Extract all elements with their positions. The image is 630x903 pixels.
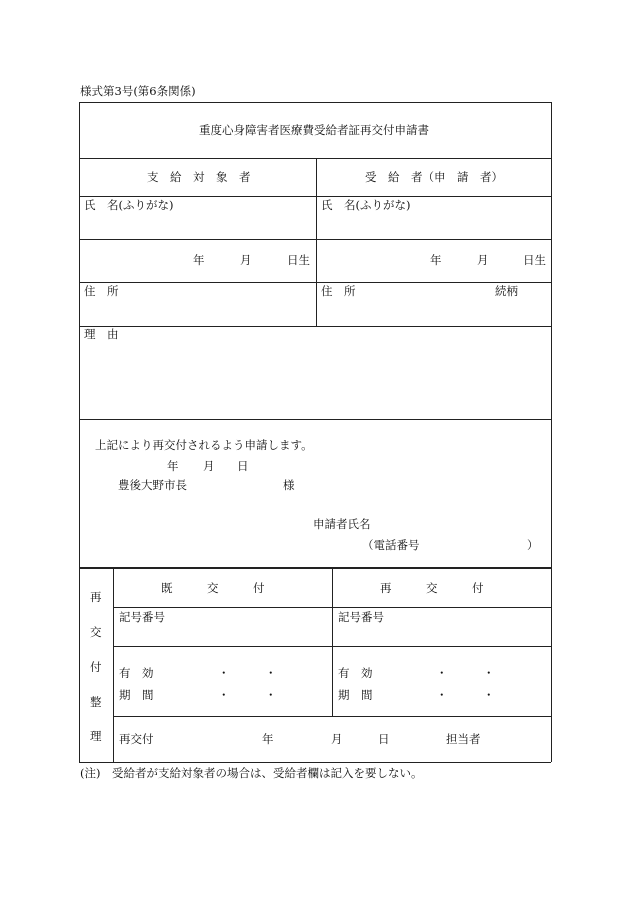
new-period-dot: ・ (483, 688, 495, 702)
recipient-birth-year: 年 (193, 253, 205, 267)
applicant-birth-month: 月 (477, 253, 489, 267)
admin-side-char-5: 理 (90, 729, 102, 743)
reason-label: 理 由 (84, 327, 119, 341)
form-number: 様式第3号(第6条関係) (80, 84, 196, 98)
prev-symbol-number-label: 記号番号 (119, 610, 165, 624)
applicant-name-label: 氏 名(ふりがな) (321, 198, 411, 212)
person-in-charge-label: 担当者 (446, 732, 481, 746)
recipient-header: 支 給 対 象 者 (147, 170, 251, 184)
new-period-label: 期 間 (338, 688, 373, 702)
admin-side-char-3: 付 (90, 660, 102, 674)
admin-side-char-1: 再 (90, 590, 102, 604)
prev-period-dot: ・ (265, 688, 277, 702)
prev-valid-dot: ・ (265, 666, 277, 680)
honorific: 様 (283, 478, 295, 492)
reissue-date-label: 再交付 (119, 732, 154, 746)
new-valid-dot: ・ (436, 666, 448, 680)
admin-side-char-2: 交 (90, 625, 102, 639)
reissue-year: 年 (262, 732, 274, 746)
applicant-birth-day: 日生 (523, 253, 546, 267)
prev-period-dot: ・ (218, 688, 230, 702)
new-valid-label: 有 効 (338, 666, 373, 680)
prev-period-label: 期 間 (119, 688, 154, 702)
applicant-name-field-label: 申請者氏名 (313, 517, 371, 531)
new-valid-dot: ・ (483, 666, 495, 680)
phone-number-close: ） (527, 538, 539, 552)
new-symbol-number-label: 記号番号 (338, 610, 384, 624)
applicant-address-label: 住 所 (321, 284, 356, 298)
previous-issue-header: 既 交 付 (161, 581, 265, 595)
request-year: 年 (167, 459, 179, 473)
recipient-birth-day: 日生 (287, 253, 310, 267)
prev-valid-dot: ・ (218, 666, 230, 680)
recipient-name-label: 氏 名(ふりがな) (84, 198, 174, 212)
reissue-day: 日 (378, 732, 390, 746)
reissue-header: 再 交 付 (380, 581, 484, 595)
request-day: 日 (237, 459, 249, 473)
footnote: (注) 受給者が支給対象者の場合は、受給者欄は記入を要しない。 (80, 766, 423, 780)
relationship-label: 続柄 (495, 284, 518, 298)
recipient-birth-month: 月 (240, 253, 252, 267)
phone-number-open: （電話番号 (362, 538, 420, 552)
addressee: 豊後大野市長 (118, 478, 187, 492)
admin-side-char-4: 整 (90, 695, 102, 709)
reissue-month: 月 (331, 732, 343, 746)
applicant-birth-year: 年 (430, 253, 442, 267)
prev-valid-label: 有 効 (119, 666, 154, 680)
form-title: 重度心身障害者医療費受給者証再交付申請書 (199, 123, 429, 137)
request-month: 月 (203, 459, 215, 473)
recipient-address-label: 住 所 (84, 284, 119, 298)
new-period-dot: ・ (436, 688, 448, 702)
applicant-header: 受 給 者（申 請 者） (365, 170, 503, 184)
request-statement: 上記により再交付されるよう申請します。 (95, 438, 313, 452)
